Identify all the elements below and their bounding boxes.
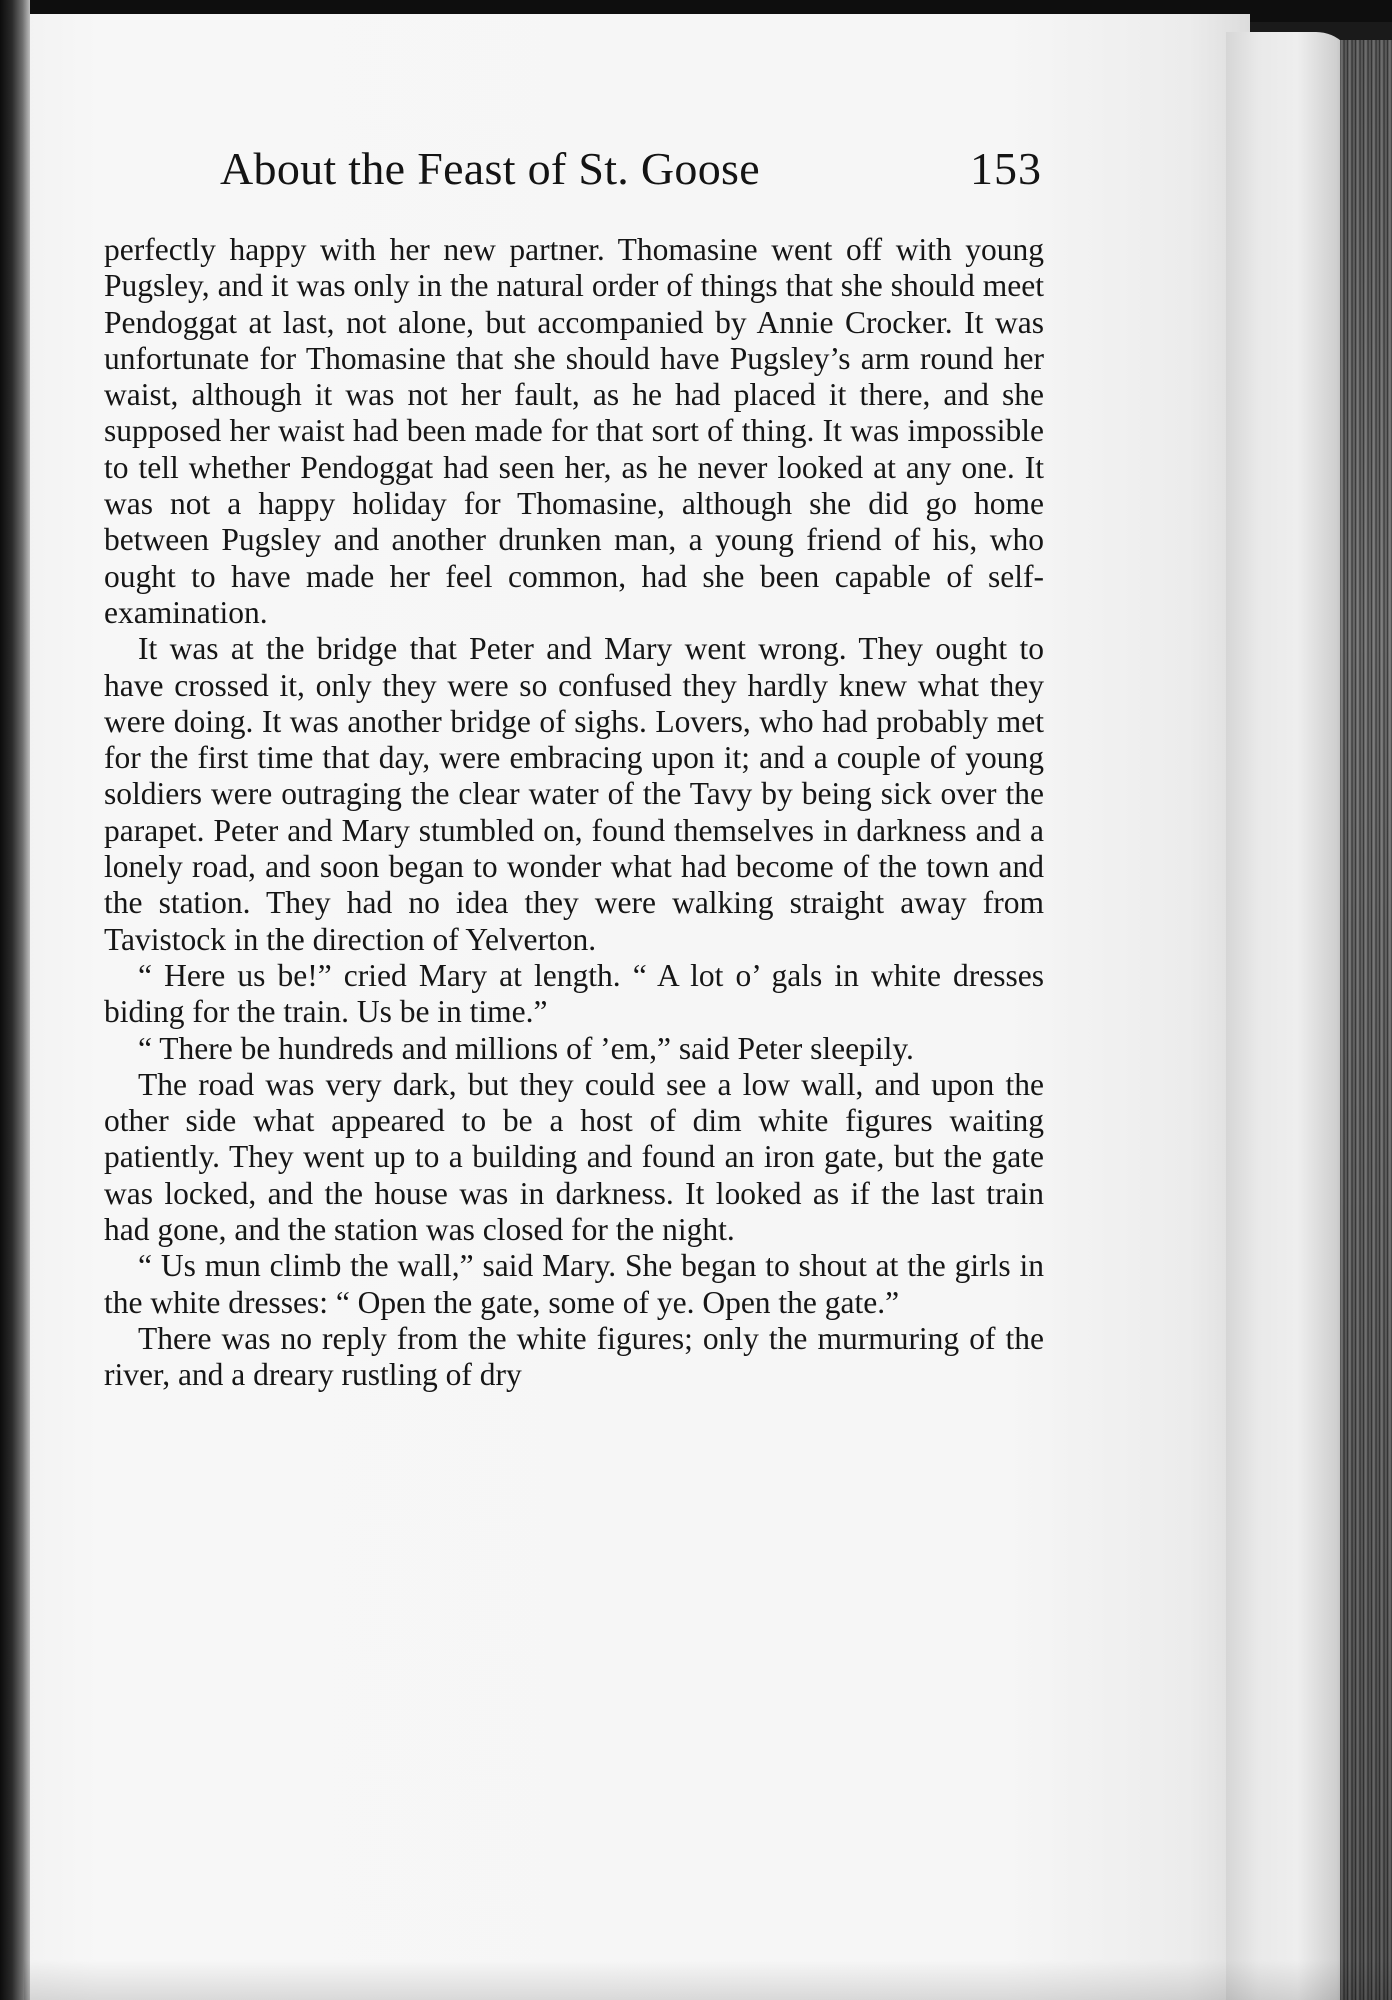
paragraph-4: “ There be hundreds and millions of ’em,” said Peter sleepily.: [138, 1030, 914, 1066]
paragraph-7: There was no reply from the white figures; only the murmuring of the river, and a dreary rustling of dry: [104, 1320, 1044, 1393]
page-curl-shadow: [1226, 32, 1356, 2000]
running-title: About the Feast of St. Goose: [220, 143, 760, 194]
page-edges: [1340, 40, 1392, 2000]
bottom-shadow: [24, 1960, 1392, 2000]
paragraph-6: “ Us mun climb the wall,” said Mary. She began to shout at the girls in the white dresses: “ Open the gate, some of ye. Open the gate.”: [104, 1248, 1044, 1320]
left-binding-shadow: [0, 0, 30, 2000]
paragraph-3: “ Here us be!” cried Mary at length. “ A lot o’ gals in white dresses biding for the train. Us be in time.”: [104, 957, 1044, 1030]
running-head: [220, 142, 1042, 202]
paragraph-2: It was at the bridge that Peter and Mary went wrong. They ought to have crossed it, only they were so confused they hardly knew what they were doing. It was another bridge of sighs. Lovers, who had probably met for the first time that day, were embracing upon it; and a couple of young soldiers were outraging the clear water of the Tavy by being sick over the parapet. Peter and Mary stumbled on, found themselves in darkness and a lonely road, and soon began to wonder what had become of the town and the station. They had no idea they were walking straight away from Tavistock in the direction of Yelverton.: [104, 631, 1044, 957]
body-text: [104, 232, 1044, 1394]
paragraph-5: The road was very dark, but they could see a low wall, and upon the other side what appeared to be a host of dim white figures waiting patiently. They went up to a building and found an iron gate, but the gate was locked, and the house was in darkness. It looked as if the last train had gone, and the station was closed for the night.: [104, 1066, 1044, 1248]
paragraph-1: perfectly happy with her new partner. Thomasine went off with young Pugsley, and it was only in the natural order of things that she should meet Pendoggat at last, not alone, but accompanied by Annie Crocker. It was unfortunate for Thomasine that she should have Pugsley’s arm round her waist, although it was not her fault, as he had placed it there, and she supposed her waist had been made for that sort of thing. It was impossible to tell whether Pendoggat had seen her, as he never looked at any one. It was not a happy holiday for Thomasine, although she did go home between Pugsley and another drunken man, a young friend of his, who ought to have made her feel common, had she been capable of self-examination.: [104, 232, 1044, 630]
book-page: [24, 14, 1250, 2000]
page-number: 153: [970, 143, 1042, 194]
